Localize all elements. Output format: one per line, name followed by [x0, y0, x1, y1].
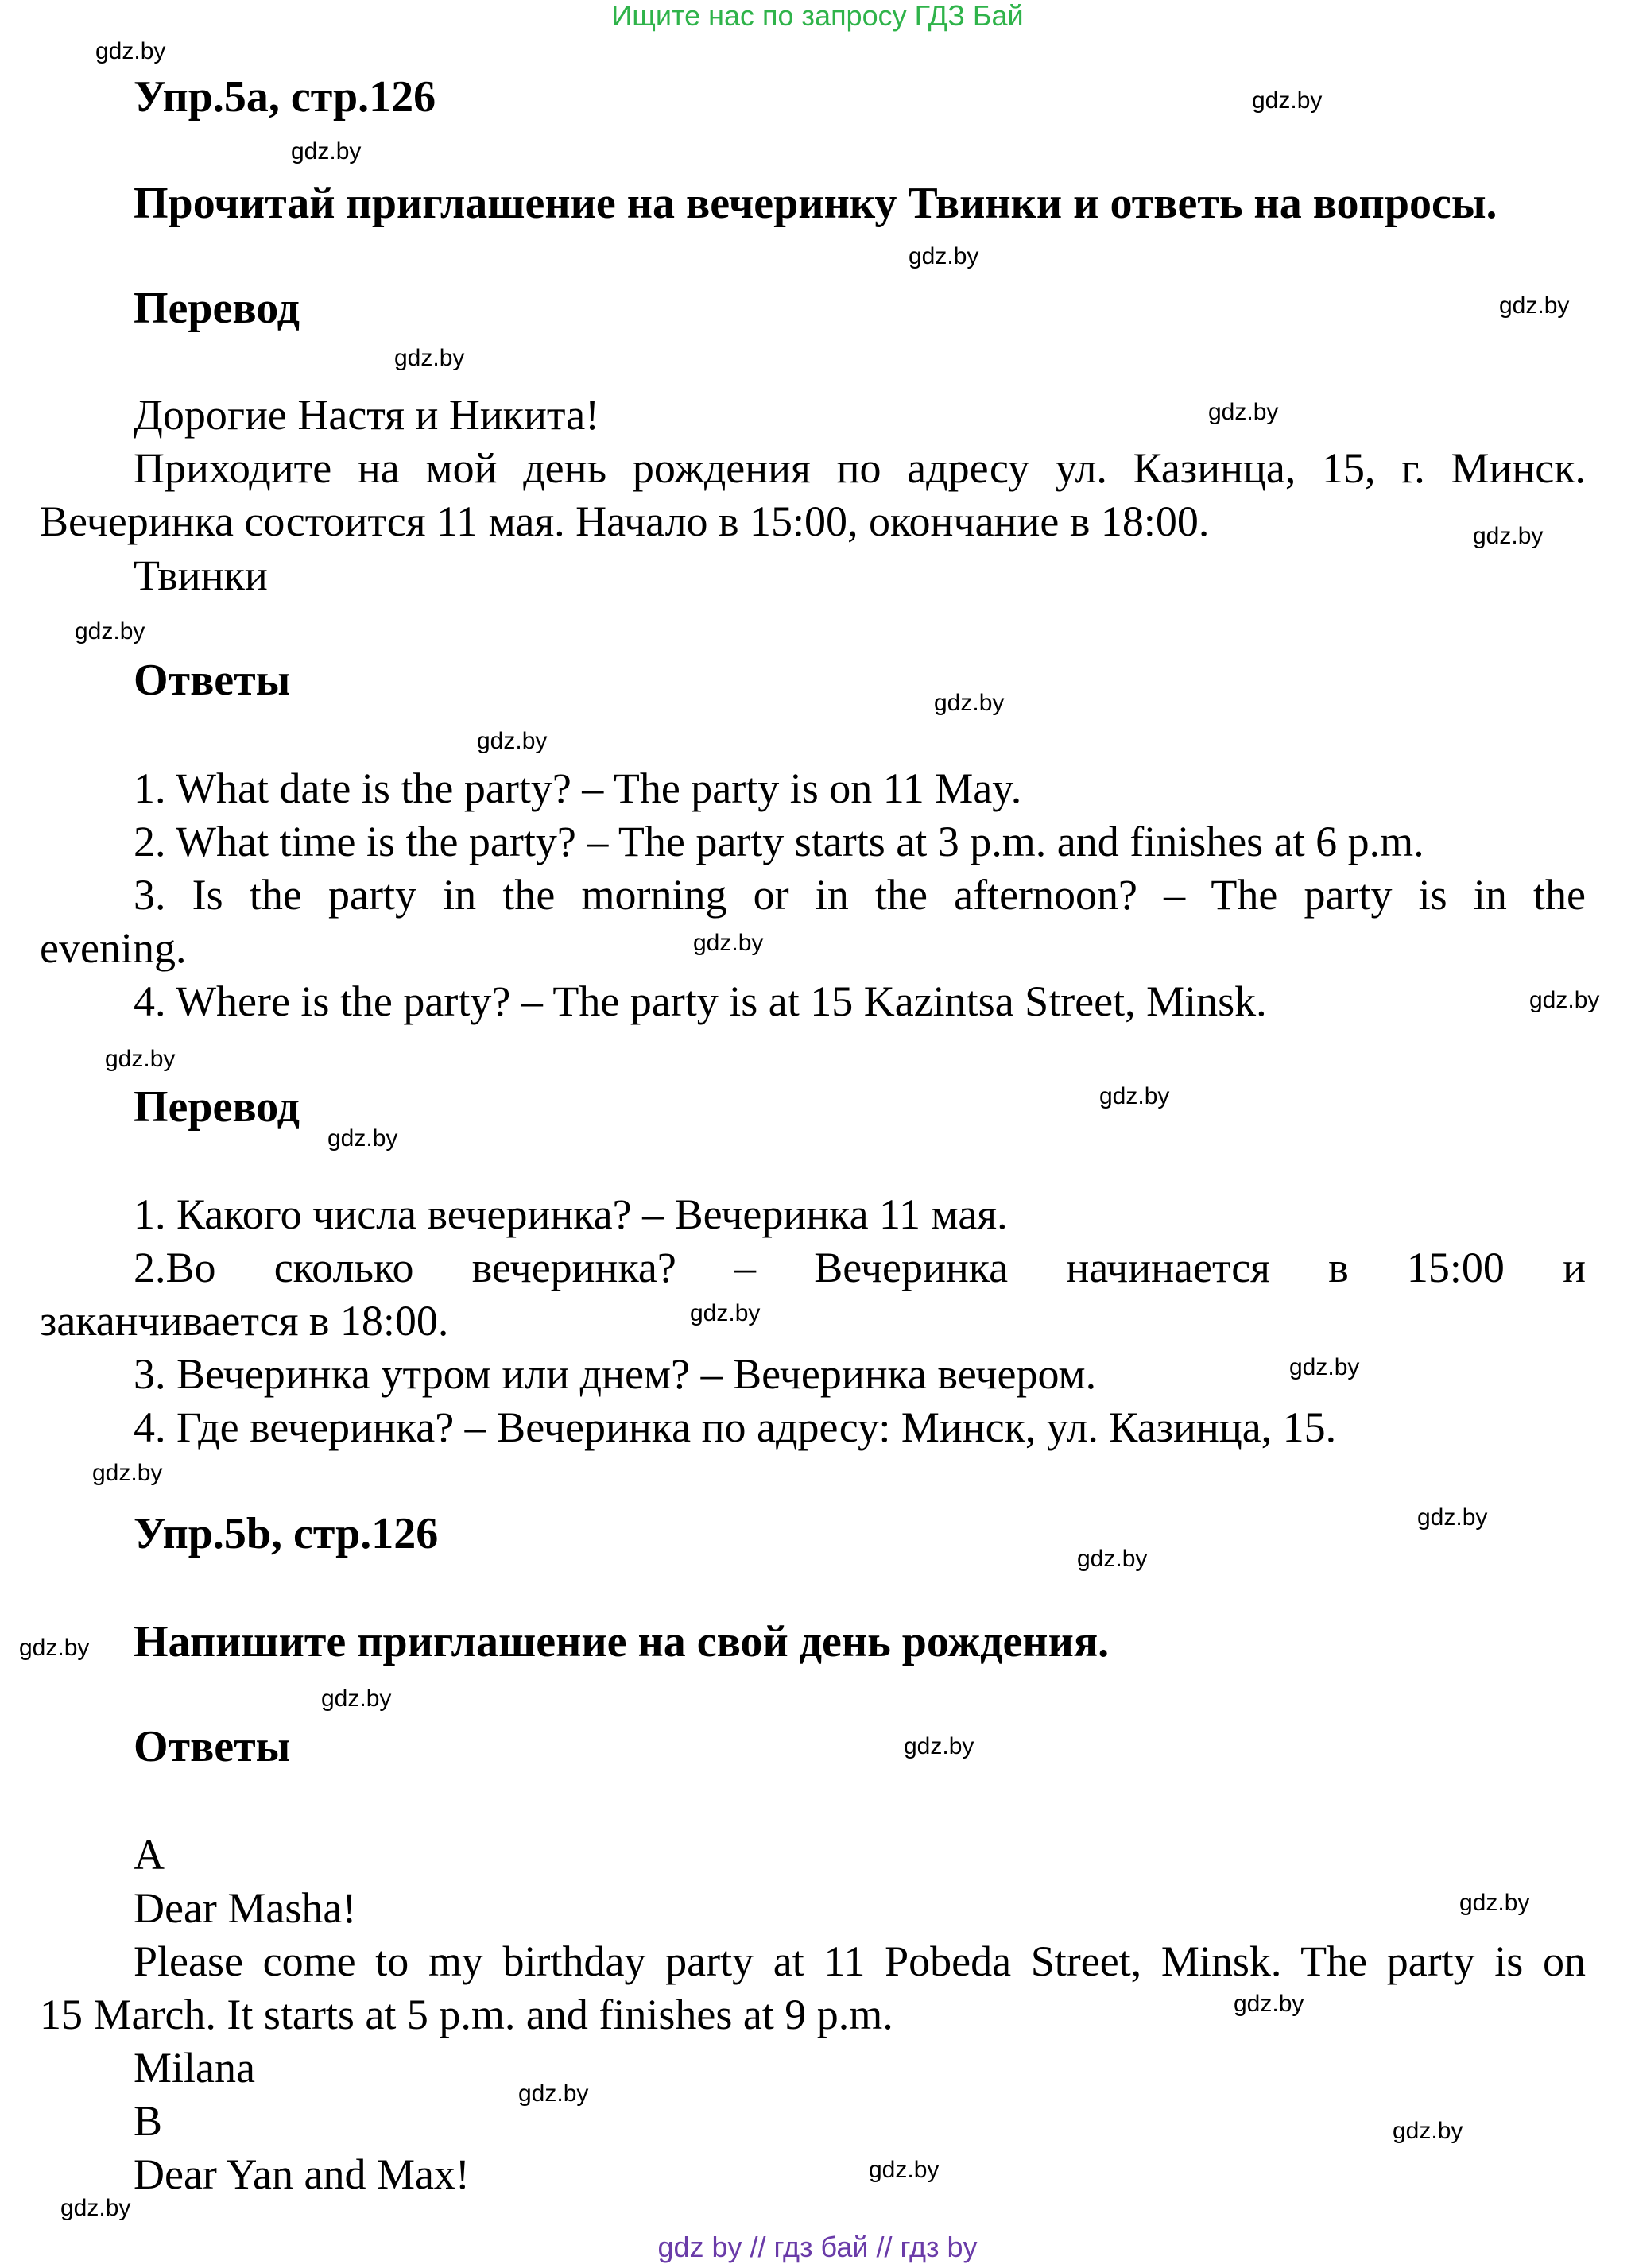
watermark: gdz.by [1234, 1991, 1304, 2017]
answers-heading: Ответы [134, 656, 291, 705]
watermark: gdz.by [60, 2195, 131, 2221]
translation-item-continued: заканчивается в 18:00. [40, 1297, 449, 1345]
translation-heading: Перевод [134, 1082, 300, 1132]
watermark: gdz.by [92, 1460, 163, 1486]
answer-item: 4. Where is the party? – The party is at 15 Kazintsa Street, Minsk. [134, 977, 1267, 1025]
watermark: gdz.by [904, 1733, 974, 1759]
watermark: gdz.by [1473, 523, 1544, 549]
watermark: gdz.by [1289, 1354, 1360, 1380]
exercise-5a-title: Упр.5a, стр.126 [134, 72, 436, 122]
translation-item: 1. Какого числа вечеринка? – Вечеринка 11 мая. [134, 1190, 1008, 1238]
watermark: gdz.by [693, 930, 764, 956]
letter-greeting: Dear Masha! [134, 1884, 357, 1932]
exercise-5b-title: Упр.5b, стр.126 [134, 1509, 439, 1558]
bottom-banner: gdz by // гдз бай // гдз by [657, 2231, 978, 2263]
variant-label: B [134, 2097, 163, 2145]
letter-greeting: Dear Yan and Max! [134, 2150, 470, 2198]
watermark: gdz.by [690, 1300, 761, 1326]
top-banner: Ищите нас по запросу ГДЗ Бай [611, 0, 1024, 32]
watermark: gdz.by [327, 1125, 398, 1151]
variant-label: A [134, 1831, 165, 1879]
watermark: gdz.by [909, 243, 979, 269]
watermark: gdz.by [1099, 1083, 1170, 1109]
watermark: gdz.by [1417, 1504, 1488, 1531]
letter-line: 15 March. It starts at 5 p.m. and finishes at 9 p.m. [40, 1991, 893, 2038]
watermark: gdz.by [394, 345, 465, 371]
exercise-5b-task: Напишите приглашение на свой день рождения. [134, 1617, 1110, 1666]
letter-line: Please come to my birthday party at 11 Pobeda Street, Minsk. The party is on [134, 1937, 1586, 1985]
watermark: gdz.by [1499, 292, 1570, 319]
watermark: gdz.by [321, 1686, 392, 1712]
letter-signature: Milana [134, 2044, 255, 2092]
letter-greeting: Дорогие Настя и Никита! [134, 391, 600, 439]
translation-item: 2.Во сколько вечеринка? – Вечеринка начинается в 15:00 и [134, 1244, 1586, 1291]
watermark: gdz.by [19, 1635, 90, 1661]
letter-line: Вечеринка состоится 11 мая. Начало в 15:00, окончание в 18:00. [40, 497, 1210, 545]
watermark: gdz.by [1252, 87, 1323, 114]
answer-item-continued: evening. [40, 924, 187, 972]
translation-heading: Перевод [134, 284, 300, 333]
watermark: gdz.by [869, 2157, 940, 2183]
watermark: gdz.by [1393, 2118, 1463, 2144]
watermark: gdz.by [95, 38, 166, 64]
exercise-5a-task: Прочитай приглашение на вечеринку Твинки и ответь на вопросы. [134, 179, 1497, 228]
watermark: gdz.by [1459, 1890, 1530, 1916]
watermark: gdz.by [518, 2080, 589, 2107]
translation-item: 3. Вечеринка утром или днем? – Вечеринка вечером. [134, 1350, 1097, 1398]
watermark: gdz.by [1077, 1546, 1148, 1572]
watermark: gdz.by [934, 690, 1005, 716]
watermark: gdz.by [1208, 399, 1279, 425]
letter-signature: Твинки [134, 552, 268, 599]
answers-heading: Ответы [134, 1722, 291, 1771]
answer-item: 3. Is the party in the morning or in the afternoon? – The party is in the [134, 871, 1586, 919]
watermark: gdz.by [75, 618, 145, 644]
watermark: gdz.by [477, 728, 548, 754]
answer-item: 2. What time is the party? – The party starts at 3 p.m. and finishes at 6 p.m. [134, 818, 1424, 865]
watermark: gdz.by [291, 138, 362, 164]
letter-line: Приходите на мой день рождения по адресу ул. Казинца, 15, г. Минск. [134, 444, 1586, 492]
watermark: gdz.by [105, 1046, 176, 1072]
answer-item: 1. What date is the party? – The party is on 11 May. [134, 764, 1022, 812]
translation-item: 4. Где вечеринка? – Вечеринка по адресу: Минск, ул. Казинца, 15. [134, 1403, 1337, 1451]
watermark: gdz.by [1529, 987, 1600, 1013]
